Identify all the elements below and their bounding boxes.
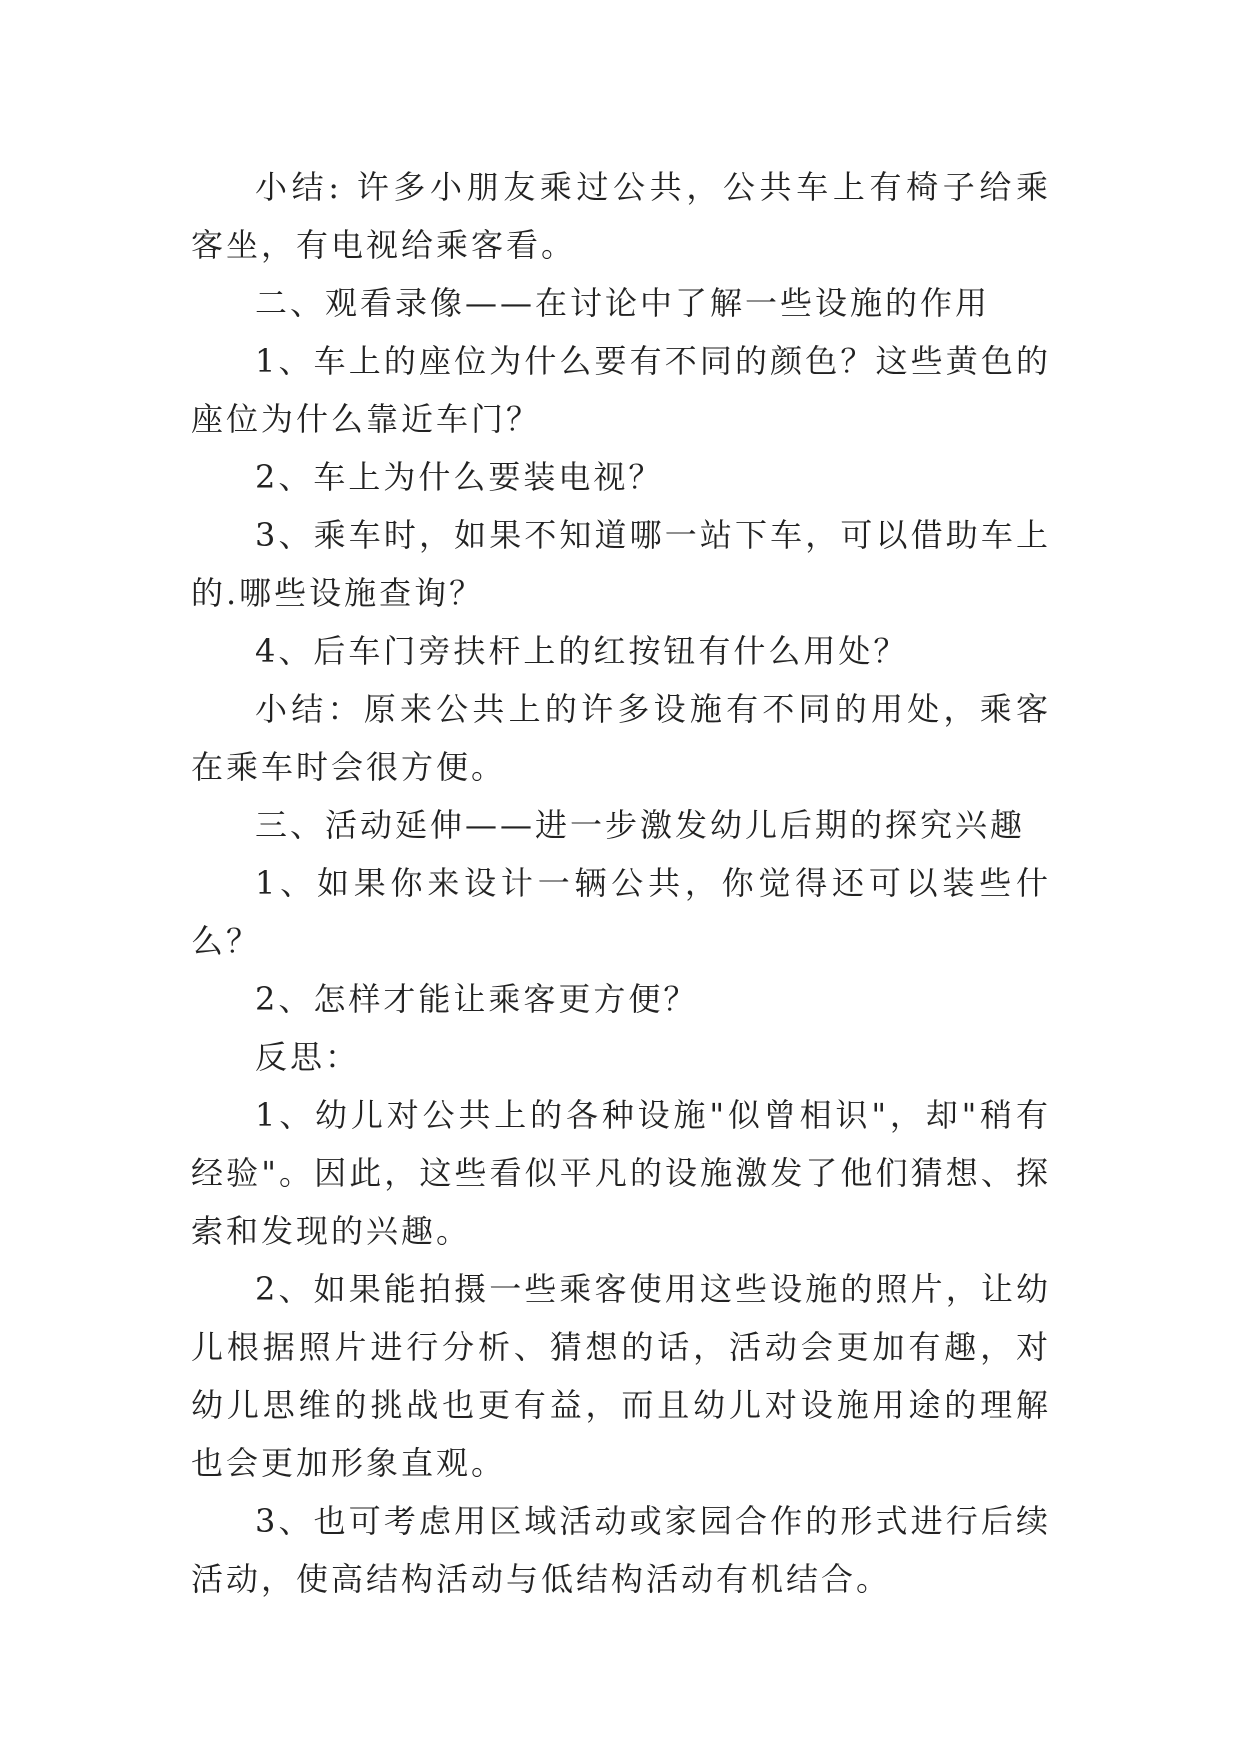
- document-body: [191, 158, 1051, 1608]
- question-item-1: 1、车上的座位为什么要有不同的颜色？这些黄色的座位为什么靠近车门？: [191, 342, 1051, 438]
- reflection-item-2: 2、如果能拍摄一些乘客使用这些设施的照片，让幼儿根据照片进行分析、猜想的话，活动会更加有趣，对幼儿思维的挑战也更有益，而且幼儿对设施用途的理解也会更加形象直观。: [191, 1270, 1051, 1482]
- question-item-2: 2、车上为什么要装电视？: [255, 458, 664, 496]
- reflection-item-3: 3、也可考虑用区域活动或家园合作的形式进行后续活动，使高结构活动与低结构活动有机结合。: [191, 1502, 1051, 1598]
- reflection-item-1: 1、幼儿对公共上的各种设施"似曾相识"，却"稍有经验"。因此，这些看似平凡的设施激发了他们猜想、探索和发现的兴趣。: [191, 1096, 1051, 1250]
- section-heading-2: 二、观看录像——在讨论中了解一些设施的作用: [255, 284, 991, 322]
- paragraph-summary-1: 小结: 许多小朋友乘过公共，公共车上有椅子给乘客坐，有电视给乘客看。: [191, 168, 1051, 264]
- extension-item-1: 1、如果你来设计一辆公共，你觉得还可以装些什么？: [191, 864, 1051, 960]
- section-heading-3: 三、活动延伸——进一步激发幼儿后期的探究兴趣: [255, 806, 1026, 844]
- extension-item-2: 2、怎样才能让乘客更方便？: [255, 980, 699, 1018]
- question-item-3: 3、乘车时，如果不知道哪一站下车，可以借助车上的.哪些设施查询？: [191, 516, 1051, 612]
- paragraph-summary-2: 小结：原来公共上的许多设施有不同的用处，乘客在乘车时会很方便。: [191, 690, 1051, 786]
- question-item-4: 4、后车门旁扶杆上的红按钮有什么用处？: [255, 632, 909, 670]
- reflection-heading: 反思：: [255, 1038, 361, 1076]
